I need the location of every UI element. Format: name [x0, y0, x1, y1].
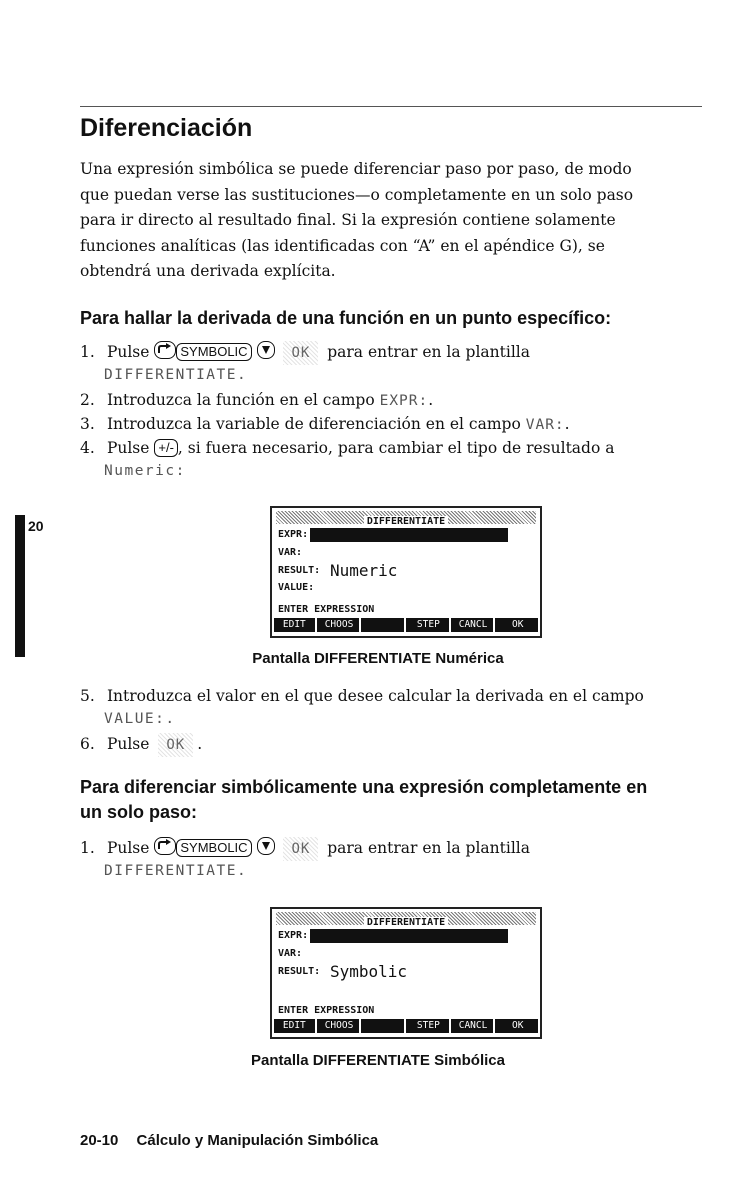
ok-softkey: OK — [283, 341, 318, 365]
chapter-tab — [15, 515, 25, 657]
prompt-text: ENTER EXPRESSION — [278, 604, 375, 615]
intro-line: Una expresión simbólica se puede diferenciar paso por paso, de modo — [80, 160, 632, 178]
result-value: Numeric — [330, 561, 398, 580]
heading-line: un solo paso: — [80, 802, 197, 822]
result-label: RESULT: — [278, 565, 321, 576]
ok-softkey: OK — [158, 733, 193, 757]
ok-softkey: OK — [283, 837, 318, 861]
var-label: VAR: — [278, 948, 303, 959]
proc2-step-1 — [80, 836, 530, 861]
symbolic-key: SYMBOLIC — [176, 839, 251, 857]
calculator-screen-symbolic — [270, 907, 542, 1039]
intro-line: que puedan verse las sustituciones—o completamente en un solo paso — [80, 185, 634, 204]
chapter-number: 20 — [28, 518, 44, 534]
step-number: 3. — [80, 415, 95, 433]
value-label: VALUE: — [278, 582, 315, 593]
footer-chapter-title: Cálculo y Manipulación Simbólica — [136, 1132, 379, 1149]
expr-field — [310, 528, 508, 542]
intro-line: para ir directo al resultado final. Si la expresión contiene solamente — [80, 211, 616, 229]
menu-key: OK — [497, 1019, 538, 1033]
step-end: . — [564, 415, 570, 433]
screen-title-bar — [276, 912, 536, 928]
procedure2-heading — [80, 775, 720, 825]
step-text: Pulse — [106, 735, 150, 753]
field-name: VAR: — [525, 417, 565, 433]
page-number: 20-10 — [80, 1132, 119, 1149]
step-6 — [80, 732, 202, 757]
menu-key: EDIT — [274, 1019, 317, 1033]
softkey-menu — [274, 1019, 538, 1033]
step-end: . — [197, 735, 203, 753]
calculator-screen-numeric — [270, 506, 542, 638]
template-name: DIFFERENTIATE. — [104, 367, 248, 383]
step-text: Introduzca la función en el campo — [106, 391, 375, 409]
screen2-caption: Pantalla DIFFERENTIATE Simbólica — [251, 1052, 505, 1069]
var-label: VAR: — [278, 547, 303, 558]
result-value: Symbolic — [330, 962, 408, 981]
menu-key: CANCL — [453, 1019, 496, 1033]
expr-label: EXPR: — [278, 930, 309, 941]
down-arrow-key-icon — [257, 341, 275, 359]
menu-key: STEP — [408, 1019, 451, 1033]
field-name: EXPR: — [379, 393, 429, 409]
menu-key — [363, 618, 406, 632]
expr-label: EXPR: — [278, 529, 309, 540]
symbolic-key: SYMBOLIC — [176, 343, 251, 361]
menu-key: OK — [497, 618, 538, 632]
template-name: DIFFERENTIATE. — [104, 863, 248, 879]
result-label: RESULT: — [278, 966, 321, 977]
screen-title: DIFFERENTIATE — [364, 917, 448, 928]
intro-paragraph — [80, 157, 700, 285]
result-type: Numeric: — [104, 463, 186, 479]
step-end: . — [428, 391, 434, 409]
prompt-text: ENTER EXPRESSION — [278, 1005, 375, 1016]
step-2 — [80, 388, 433, 413]
intro-line: obtendrá una derivada explícita. — [80, 262, 336, 280]
step-number: 1. — [80, 343, 95, 361]
step-text: para entrar en la plantilla — [327, 839, 530, 857]
section-title: Diferenciación — [80, 114, 253, 142]
page-footer — [80, 1132, 378, 1149]
step-5 — [80, 684, 644, 708]
menu-key: CANCL — [453, 618, 496, 632]
step-text: Introduzca la variable de diferenciación en el campo — [106, 415, 521, 433]
step-4 — [80, 436, 614, 460]
step-text: Pulse — [106, 343, 150, 361]
step-1 — [80, 340, 530, 365]
intro-line: funciones analíticas (las identificadas con “A” en el apéndice G), se — [80, 236, 605, 255]
step-number: 4. — [80, 439, 95, 457]
menu-key: EDIT — [274, 618, 317, 632]
right-shift-key-icon — [154, 341, 176, 359]
step-3 — [80, 412, 570, 437]
screen1-caption: Pantalla DIFFERENTIATE Numérica — [252, 650, 504, 667]
softkey-menu — [274, 618, 538, 632]
step-text: para entrar en la plantilla — [327, 343, 530, 361]
menu-key: STEP — [408, 618, 451, 632]
plus-minus-key: +/- — [154, 439, 178, 457]
step-text: , si fuera necesario, para cambiar el tipo de resultado a — [177, 439, 615, 457]
heading-line: Para diferenciar simbólicamente una expresión completamente en — [80, 777, 648, 797]
right-shift-key-icon — [154, 837, 176, 855]
screen-title: DIFFERENTIATE — [364, 516, 448, 527]
menu-key — [363, 1019, 406, 1033]
step-number: 2. — [80, 391, 95, 409]
step-text: Pulse — [106, 839, 150, 857]
procedure1-heading: Para hallar la derivada de una función en un punto específico: — [80, 308, 612, 328]
step-number: 6. — [80, 735, 95, 753]
screen-title-bar — [276, 511, 536, 527]
step-text: Introduzca el valor en el que desee calcular la derivada en el campo — [106, 687, 644, 705]
step-text: Pulse — [106, 439, 150, 457]
step-number: 1. — [80, 839, 95, 857]
menu-key: CHOOS — [319, 1019, 362, 1033]
step-number: 5. — [80, 687, 95, 705]
field-name: VALUE:. — [104, 711, 176, 727]
menu-key: CHOOS — [319, 618, 362, 632]
expr-field — [310, 929, 508, 943]
down-arrow-key-icon — [257, 837, 275, 855]
top-rule — [80, 106, 702, 107]
